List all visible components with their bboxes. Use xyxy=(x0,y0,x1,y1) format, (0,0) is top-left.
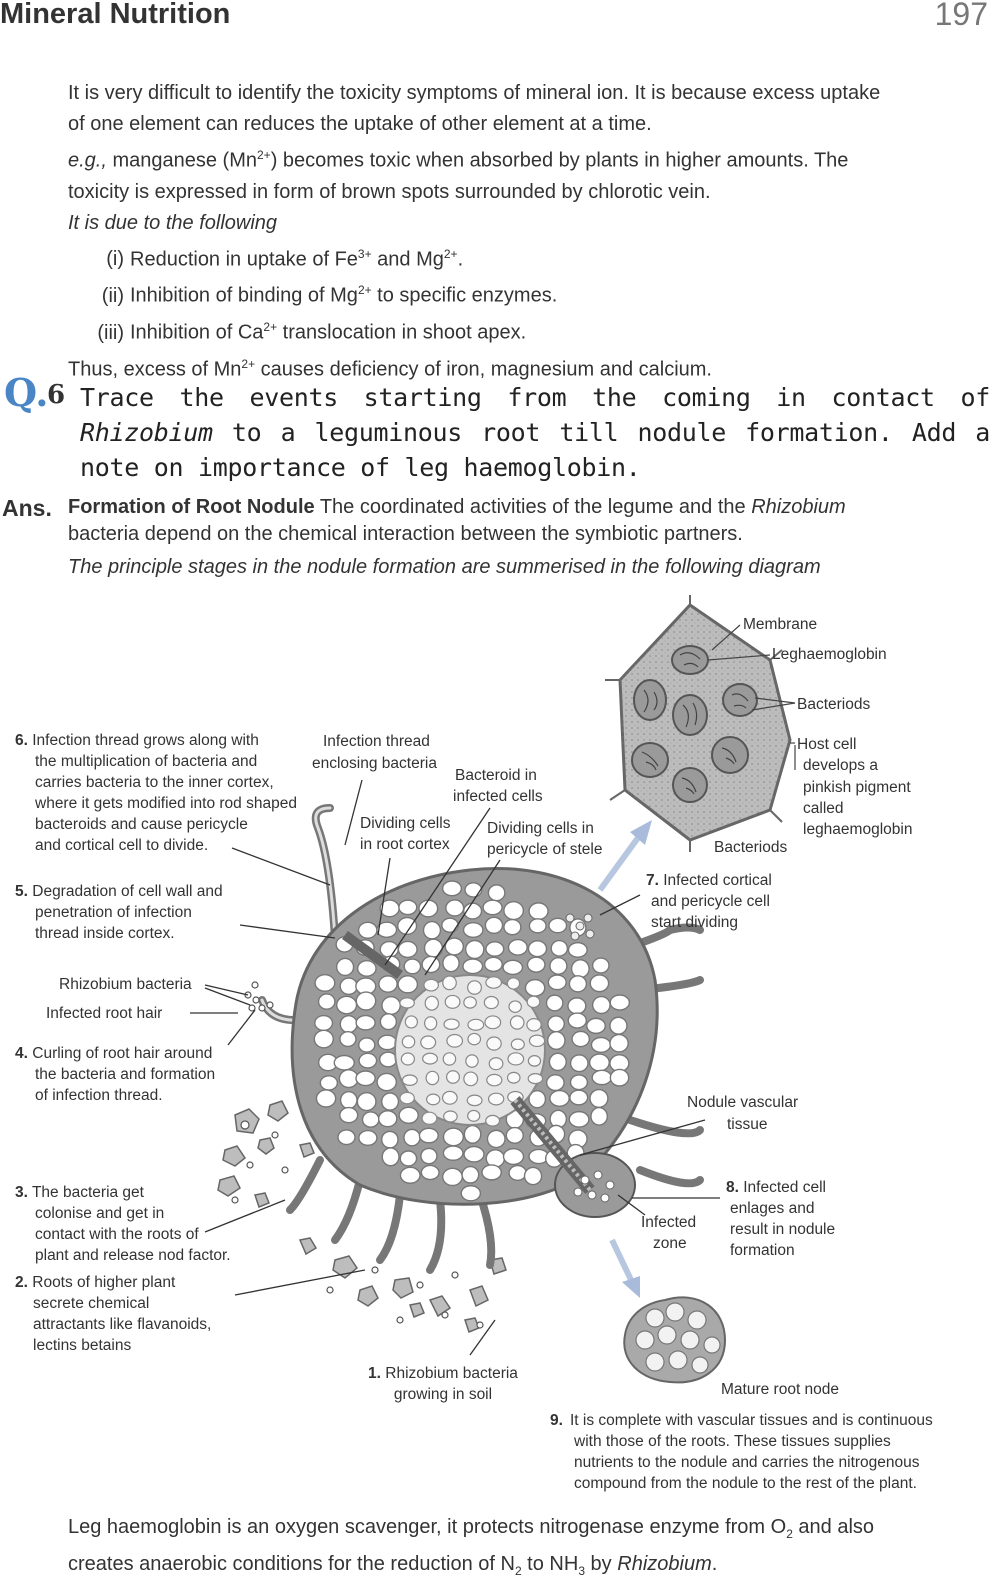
leghaemoglobin-label: Leghaemoglobin xyxy=(772,646,887,663)
chapter-title: Mineral Nutrition xyxy=(0,0,231,30)
intro-line-2: of one element can reduces the uptake of other element at a time. xyxy=(68,113,652,135)
step-1-label: 1. Rhizobium bacteria growing in soil xyxy=(368,1365,518,1403)
cause-list xyxy=(68,239,993,349)
intro-example: e.g., manganese $(Mn^{2+})$ becomes toxic when absorbed by plants in higher amounts. The xyxy=(68,148,849,172)
list-item: (iii) Inhibition of $Ca^{2+}$ translocation in shoot apex. xyxy=(97,319,527,344)
rhizobium-cluster xyxy=(245,982,273,1011)
step-6-label: 6. Infection thread grows along with the multiplication of bacteria and carries bacteria to the inner cortex, where it gets modified into rod shaped bacteroids and cause pericycle and cortical cell to divide. xyxy=(15,732,297,854)
infected-root-hair-label: Infected root hair xyxy=(46,1005,163,1022)
question-text: Trace the events starting from the coming in contact of Rhizobium to a leguminous root till nodule formation. Add a note on importance of leg haemoglobin. xyxy=(80,383,990,482)
question-mark: Q. xyxy=(4,370,49,415)
host-cell-illustration xyxy=(605,595,790,852)
nodule-vascular-label-2: tissue xyxy=(727,1116,768,1133)
dividing-pericycle-label-1: Dividing cells in xyxy=(487,820,594,837)
infected-zone-label-1: Infected xyxy=(641,1214,697,1231)
host-cell-label-5: leghaemoglobin xyxy=(803,821,913,838)
bacteroid-label-2: infected cells xyxy=(453,788,543,805)
mature-root-node-label: Mature root node xyxy=(721,1381,840,1398)
answer-heading: Formation of Root Nodule xyxy=(68,496,315,518)
thus-line: Thus, excess of $Mn^{2+}$ causes deficiency of iron, magnesium and calcium. xyxy=(68,356,712,381)
intro-line-1: It is very difficult to identify the toxicity symptoms of mineral ion. It is because excess uptake xyxy=(68,82,881,104)
conclusion-text: Leg haemoglobin is an oxygen scavenger, it protects nitrogenase enzyme from $O_2$ and also creates anaerobic conditions for the reduction of $N_2$ to $NH_3$ by Rhizobium. xyxy=(68,1516,875,1578)
step-3-label: 3. The bacteria get colonise and get in contact with the roots of plant and release nod factor. xyxy=(15,1184,231,1264)
arrow-to-host-cell xyxy=(600,820,652,890)
nodule-vascular-label-1: Nodule vascular xyxy=(687,1094,799,1111)
host-cell-label-2: develops a xyxy=(803,757,878,774)
infection-thread-label-2: enclosing bacteria xyxy=(312,755,437,772)
intro-text xyxy=(68,78,993,385)
arrow-to-mature-nodule xyxy=(612,1240,640,1298)
infection-thread-label-1: Infection thread xyxy=(323,733,430,750)
list-item: (ii) Inhibition of binding of $Mg^{2+}$ to specific enzymes. xyxy=(101,283,558,307)
host-cell-label-1: Host cell xyxy=(797,736,857,753)
host-cell-label-3: pinkish pigment xyxy=(803,779,911,796)
infected-zone-label-2: zone xyxy=(653,1235,687,1252)
bacteriods-label-bottom: Bacteriods xyxy=(714,839,788,856)
page-number: 197 xyxy=(934,0,988,32)
step-8-label: 8. Infected cell enlages and result in nodule formation xyxy=(726,1179,836,1259)
step-5-label: 5. Degradation of cell wall and penetration of infection thread inside cortex. xyxy=(15,883,223,942)
eg-label: e.g., xyxy=(68,149,107,172)
intro-line-4: toxicity is expressed in form of brown spots surrounded by chlorotic vein. xyxy=(68,180,711,203)
mature-root-nodule xyxy=(624,1297,725,1382)
list-item: (i) Reduction in uptake of $Fe^{3+}$ and $Mg^{2+}$. xyxy=(106,246,464,271)
rhizobium-bacteria-label: Rhizobium bacteria xyxy=(59,976,192,993)
host-cell-label-4: called xyxy=(803,800,844,817)
question-number: 6 xyxy=(47,380,66,410)
step-7-label: 7. Infected cortical and pericycle cell start dividing xyxy=(646,872,772,931)
bacteroid-label-1: Bacteroid in xyxy=(455,767,537,784)
dividing-cortex-label-1: Dividing cells xyxy=(360,815,451,832)
diagram-intro: The principle stages in the nodule formation are summerised in the following diagram xyxy=(68,556,821,578)
dividing-cortex-label-2: in root cortex xyxy=(360,836,450,853)
step-4-label: 4. Curling of root hair around the bacteria and formation of infection thread. xyxy=(15,1045,216,1104)
dividing-pericycle-label-2: pericycle of stele xyxy=(487,841,603,858)
bacteriods-label-top: Bacteriods xyxy=(797,696,871,713)
due-to-heading: It is due to the following xyxy=(68,211,278,234)
step-9-label: 9. It is complete with vascular tissues and is continuous with those of the roots. These tissues supplies nutrients to the nodule and carries the nitrogenous compound from the nodule to the rest of the plant. xyxy=(550,1412,933,1492)
step-2-label: 2. Roots of higher plant secrete chemical attractants like flavanoids, lectins betains xyxy=(15,1274,212,1354)
membrane-label: Membrane xyxy=(743,616,818,633)
answer-text: Formation of Root Nodule The coordinated activities of the legume and the Rhizobium bacteria depend on the chemical interaction between the symbiotic partners. The principle stages in the nodule formation are summerised in the following diagram xyxy=(68,494,993,581)
answer-label: Ans. xyxy=(2,495,52,521)
